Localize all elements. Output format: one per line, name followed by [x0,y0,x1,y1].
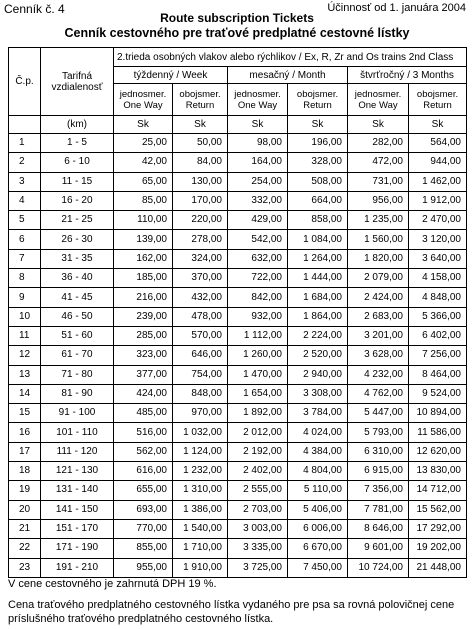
dir-oneway-quarter: jednosmer. One Way [348,84,409,116]
row-price: 84,00 [173,153,228,172]
row-price: 1 654,00 [228,384,288,403]
row-number: 15 [9,404,41,423]
row-price: 1 260,00 [228,346,288,365]
row-price: 370,00 [173,269,228,288]
row-distance: 111 - 120 [41,442,114,461]
row-price: 616,00 [114,462,173,481]
row-price: 19 202,00 [409,539,467,558]
price-table [8,47,467,578]
table-row [9,423,467,442]
table-row [9,539,467,558]
dog-note: Cena traťového predplatného cestovného lístka vydaného pre psa sa rovná polovičnej cene príslušného traťového predplatného cestovného lístka. [8,599,455,625]
row-number: 11 [9,326,41,345]
row-number: 12 [9,346,41,365]
row-distance: 101 - 110 [41,423,114,442]
row-distance: 31 - 35 [41,249,114,268]
table-row [9,462,467,481]
row-price: 6 915,00 [348,462,409,481]
dir-return-month: obojsmer. Return [288,84,348,116]
table-row [9,211,467,230]
row-price: 2 012,00 [228,423,288,442]
row-price: 10 894,00 [409,404,467,423]
row-price: 185,00 [114,269,173,288]
table-row [9,191,467,210]
row-number: 22 [9,539,41,558]
row-number: 2 [9,153,41,172]
table-row [9,269,467,288]
table-row [9,442,467,461]
row-price: 770,00 [114,519,173,538]
row-distance: 91 - 100 [41,404,114,423]
table-row [9,134,467,153]
row-price: 3 335,00 [228,539,288,558]
row-distance: 121 - 130 [41,462,114,481]
row-price: 7 356,00 [348,481,409,500]
unit-row [9,116,467,134]
row-price: 324,00 [173,249,228,268]
period-quarter: štvrťročný / 3 Months [348,67,467,84]
row-number: 17 [9,442,41,461]
row-price: 478,00 [173,307,228,326]
row-price: 139,00 [114,230,173,249]
row-price: 2 079,00 [348,269,409,288]
row-price: 1 112,00 [228,326,288,345]
table-row [9,153,467,172]
unit-sk: Sk [228,116,288,134]
row-price: 2 683,00 [348,307,409,326]
table-row [9,230,467,249]
row-price: 970,00 [173,404,228,423]
row-price: 1 032,00 [173,423,228,442]
row-number: 5 [9,211,41,230]
row-price: 1 470,00 [228,365,288,384]
row-price: 2 555,00 [228,481,288,500]
row-price: 98,00 [228,134,288,153]
row-price: 2 224,00 [288,326,348,345]
row-price: 5 793,00 [348,423,409,442]
row-number: 19 [9,481,41,500]
row-price: 1 710,00 [173,539,228,558]
period-month: mesačný / Month [228,67,348,84]
row-distance: 131 - 140 [41,481,114,500]
col-header-zone: Tarifná vzdialenosť [41,48,114,116]
row-price: 328,00 [288,153,348,172]
row-number: 14 [9,384,41,403]
row-price: 1 444,00 [288,269,348,288]
row-price: 6 006,00 [288,519,348,538]
row-price: 2 940,00 [288,365,348,384]
row-price: 332,00 [228,191,288,210]
validity-date: Účinnosť od 1. januára 2004 [327,2,466,14]
row-number: 1 [9,134,41,153]
row-price: 220,00 [173,211,228,230]
dir-return-quarter: obojsmer. Return [409,84,467,116]
row-price: 8 464,00 [409,365,467,384]
row-price: 8 646,00 [348,519,409,538]
row-number: 16 [9,423,41,442]
dir-oneway-week: jednosmer. One Way [114,84,173,116]
row-price: 562,00 [114,442,173,461]
row-distance: 81 - 90 [41,384,114,403]
row-price: 646,00 [173,346,228,365]
table-row [9,500,467,519]
row-price: 855,00 [114,539,173,558]
row-distance: 41 - 45 [41,288,114,307]
row-distance: 51 - 60 [41,326,114,345]
row-number: 3 [9,172,41,191]
row-price: 9 524,00 [409,384,467,403]
row-price: 3 640,00 [409,249,467,268]
row-number: 18 [9,462,41,481]
unit-sk: Sk [173,116,228,134]
row-price: 472,00 [348,153,409,172]
row-number: 20 [9,500,41,519]
row-price: 6 310,00 [348,442,409,461]
row-number: 23 [9,558,41,577]
table-row [9,346,467,365]
row-price: 130,00 [173,172,228,191]
row-distance: 151 - 170 [41,519,114,538]
row-number: 4 [9,191,41,210]
row-price: 50,00 [173,134,228,153]
row-distance: 36 - 40 [41,269,114,288]
row-distance: 171 - 190 [41,539,114,558]
row-price: 955,00 [114,558,173,577]
unit-sk: Sk [114,116,173,134]
vat-note: V cene cestovného je zahrnutá DPH 19 %. [8,578,217,590]
row-price: 162,00 [114,249,173,268]
row-price: 323,00 [114,346,173,365]
row-price: 1 386,00 [173,500,228,519]
table-row [9,326,467,345]
row-price: 516,00 [114,423,173,442]
row-price: 11 586,00 [409,423,467,442]
row-number: 6 [9,230,41,249]
row-number: 10 [9,307,41,326]
row-number: 21 [9,519,41,538]
row-price: 4 762,00 [348,384,409,403]
row-price: 3 628,00 [348,346,409,365]
row-price: 424,00 [114,384,173,403]
table-row [9,249,467,268]
row-price: 1 232,00 [173,462,228,481]
row-price: 842,00 [228,288,288,307]
row-price: 7 256,00 [409,346,467,365]
row-price: 1 560,00 [348,230,409,249]
row-price: 722,00 [228,269,288,288]
row-price: 4 232,00 [348,365,409,384]
row-price: 1 910,00 [173,558,228,577]
row-price: 1 235,00 [348,211,409,230]
row-price: 1 820,00 [348,249,409,268]
row-price: 4 804,00 [288,462,348,481]
row-price: 5 406,00 [288,500,348,519]
row-price: 196,00 [288,134,348,153]
row-price: 1 462,00 [409,172,467,191]
row-price: 1 892,00 [228,404,288,423]
row-price: 13 830,00 [409,462,467,481]
row-price: 377,00 [114,365,173,384]
row-price: 2 192,00 [228,442,288,461]
row-price: 1 310,00 [173,481,228,500]
row-price: 956,00 [348,191,409,210]
row-number: 8 [9,269,41,288]
row-price: 2 424,00 [348,288,409,307]
row-price: 731,00 [348,172,409,191]
row-price: 239,00 [114,307,173,326]
row-price: 4 848,00 [409,288,467,307]
row-price: 2 402,00 [228,462,288,481]
row-price: 164,00 [228,153,288,172]
row-price: 2 520,00 [288,346,348,365]
row-distance: 16 - 20 [41,191,114,210]
row-price: 429,00 [228,211,288,230]
row-price: 3 725,00 [228,558,288,577]
title-english: Route subscription Tickets [160,11,314,25]
table-row [9,307,467,326]
row-price: 3 120,00 [409,230,467,249]
row-price: 216,00 [114,288,173,307]
row-price: 4 024,00 [288,423,348,442]
row-distance: 1 - 5 [41,134,114,153]
row-price: 754,00 [173,365,228,384]
row-price: 664,00 [288,191,348,210]
row-price: 15 562,00 [409,500,467,519]
row-price: 858,00 [288,211,348,230]
row-price: 1 864,00 [288,307,348,326]
row-price: 5 110,00 [288,481,348,500]
table-row [9,172,467,191]
row-price: 9 601,00 [348,539,409,558]
title-slovak: Cenník cestovného pre traťové predplatné cestovné lístky [64,26,410,40]
row-price: 85,00 [114,191,173,210]
row-price: 12 620,00 [409,442,467,461]
row-price: 285,00 [114,326,173,345]
row-distance: 26 - 30 [41,230,114,249]
row-price: 542,00 [228,230,288,249]
row-price: 432,00 [173,288,228,307]
row-price: 932,00 [228,307,288,326]
unit-km: (km) [41,116,114,134]
row-price: 5 447,00 [348,404,409,423]
row-price: 632,00 [228,249,288,268]
col-header-number: Č.p. [9,48,41,116]
row-price: 65,00 [114,172,173,191]
row-price: 508,00 [288,172,348,191]
dir-oneway-month: jednosmer. One Way [228,84,288,116]
row-price: 5 366,00 [409,307,467,326]
row-price: 278,00 [173,230,228,249]
row-number: 7 [9,249,41,268]
table-row [9,384,467,403]
row-price: 21 448,00 [409,558,467,577]
row-price: 4 158,00 [409,269,467,288]
row-price: 2 703,00 [228,500,288,519]
row-distance: 71 - 80 [41,365,114,384]
table-row [9,519,467,538]
row-price: 14 712,00 [409,481,467,500]
unit-blank [9,116,41,134]
row-number: 9 [9,288,41,307]
row-price: 570,00 [173,326,228,345]
row-distance: 141 - 150 [41,500,114,519]
row-number: 13 [9,365,41,384]
row-price: 110,00 [114,211,173,230]
row-price: 4 384,00 [288,442,348,461]
period-week: týždenný / Week [114,67,228,84]
row-price: 1 540,00 [173,519,228,538]
row-price: 1 084,00 [288,230,348,249]
row-price: 10 724,00 [348,558,409,577]
class-header: 2.trieda osobných vlakov alebo rýchlikov / Ex, R, Zr and Os trains 2nd Class [114,48,467,67]
row-price: 254,00 [228,172,288,191]
document-number: Cenník č. 4 [4,2,65,16]
row-price: 1 264,00 [288,249,348,268]
row-price: 1 684,00 [288,288,348,307]
unit-sk: Sk [288,116,348,134]
table-row [9,288,467,307]
unit-sk: Sk [348,116,409,134]
row-price: 25,00 [114,134,173,153]
row-price: 3 201,00 [348,326,409,345]
row-price: 7 450,00 [288,558,348,577]
row-price: 564,00 [409,134,467,153]
row-price: 3 784,00 [288,404,348,423]
table-row [9,365,467,384]
row-price: 655,00 [114,481,173,500]
row-price: 6 670,00 [288,539,348,558]
row-distance: 46 - 50 [41,307,114,326]
row-distance: 191 - 210 [41,558,114,577]
row-price: 848,00 [173,384,228,403]
row-price: 485,00 [114,404,173,423]
row-price: 693,00 [114,500,173,519]
row-price: 1 912,00 [409,191,467,210]
row-price: 1 124,00 [173,442,228,461]
table-row [9,481,467,500]
table-row [9,404,467,423]
row-price: 7 781,00 [348,500,409,519]
row-price: 42,00 [114,153,173,172]
row-distance: 21 - 25 [41,211,114,230]
row-price: 3 003,00 [228,519,288,538]
unit-sk: Sk [409,116,467,134]
row-distance: 6 - 10 [41,153,114,172]
row-distance: 11 - 15 [41,172,114,191]
dir-return-week: obojsmer. Return [173,84,228,116]
row-price: 6 402,00 [409,326,467,345]
row-price: 282,00 [348,134,409,153]
row-price: 3 308,00 [288,384,348,403]
row-price: 2 470,00 [409,211,467,230]
row-price: 17 292,00 [409,519,467,538]
table-row [9,558,467,577]
row-price: 170,00 [173,191,228,210]
row-distance: 61 - 70 [41,346,114,365]
row-price: 944,00 [409,153,467,172]
